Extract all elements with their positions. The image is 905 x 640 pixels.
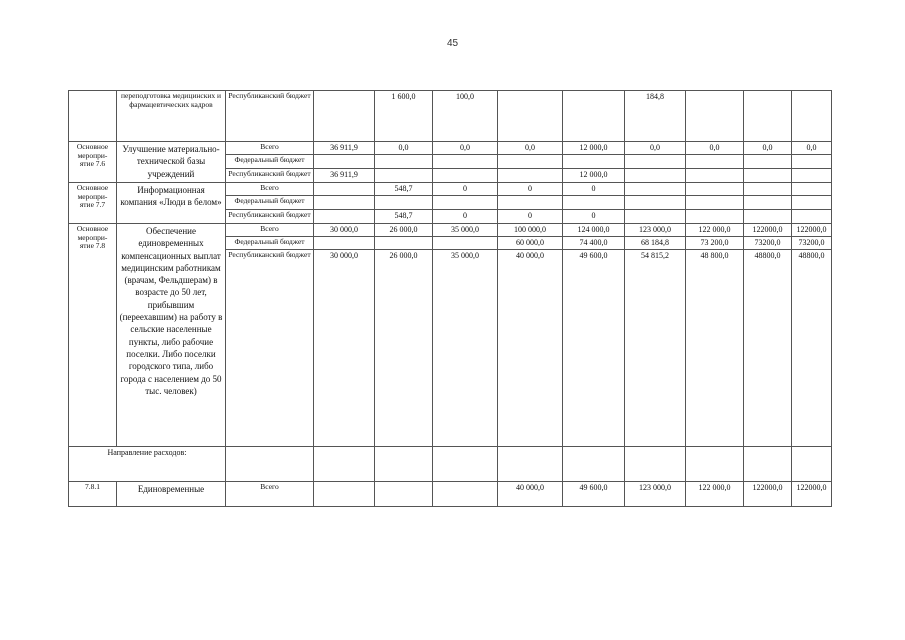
measure-name: Обеспечение единовременных компенсационных выплат медицинским работникам (врачам, Фельдшерам) в возрасте до 50 лет, прибывшим (переехавшим) на работу в сельские населенные пункты, либо рабочие поселки. Либо поселки городского типа, либо города с населением до 50 тыс. человек) — [117, 224, 226, 447]
value-cell — [314, 447, 375, 482]
value-cell: 40 000,0 — [498, 482, 563, 507]
value-cell: 35 000,0 — [433, 250, 498, 447]
value-cell — [625, 196, 686, 210]
value-cell — [433, 482, 498, 507]
source-cell: Республиканский бюджет — [226, 210, 314, 224]
value-cell — [314, 482, 375, 507]
value-cell — [498, 169, 563, 183]
value-cell — [792, 169, 832, 183]
value-cell: 30 000,0 — [314, 250, 375, 447]
value-cell — [563, 155, 625, 169]
value-cell: 122000,0 — [792, 482, 832, 507]
value-cell: 49 600,0 — [563, 482, 625, 507]
value-cell: 48800,0 — [744, 250, 792, 447]
value-cell: 0,0 — [433, 142, 498, 155]
source-cell — [226, 447, 314, 482]
value-cell: 0,0 — [625, 142, 686, 155]
value-cell — [375, 447, 433, 482]
value-cell: 36 911,9 — [314, 142, 375, 155]
source-cell: Федеральный бюджет — [226, 196, 314, 210]
value-cell: 124 000,0 — [563, 224, 625, 237]
value-cell — [498, 91, 563, 142]
value-cell: 122 000,0 — [686, 224, 744, 237]
value-cell: 122 000,0 — [686, 482, 744, 507]
value-cell: 48 800,0 — [686, 250, 744, 447]
value-cell — [792, 183, 832, 196]
value-cell — [563, 196, 625, 210]
value-cell: 40 000,0 — [498, 250, 563, 447]
value-cell: 49 600,0 — [563, 250, 625, 447]
value-cell: 122000,0 — [792, 224, 832, 237]
measure-name: переподготовка медицинских и фармацевтических кадров — [117, 91, 226, 142]
value-cell: 122000,0 — [744, 482, 792, 507]
value-cell: 48800,0 — [792, 250, 832, 447]
table-row — [69, 183, 832, 196]
value-cell — [314, 155, 375, 169]
value-cell — [433, 196, 498, 210]
value-cell: 0,0 — [792, 142, 832, 155]
value-cell: 123 000,0 — [625, 224, 686, 237]
value-cell — [744, 155, 792, 169]
value-cell — [744, 183, 792, 196]
value-cell — [563, 91, 625, 142]
value-cell — [744, 169, 792, 183]
page-number: 45 — [446, 38, 459, 49]
value-cell: 12 000,0 — [563, 142, 625, 155]
value-cell: 123 000,0 — [625, 482, 686, 507]
value-cell: 0,0 — [498, 142, 563, 155]
value-cell: 36 911,9 — [314, 169, 375, 183]
value-cell: 68 184,8 — [625, 237, 686, 250]
value-cell — [625, 183, 686, 196]
value-cell — [314, 91, 375, 142]
value-cell — [792, 155, 832, 169]
budget-table — [68, 90, 832, 507]
value-cell: 0 — [498, 210, 563, 224]
value-cell — [625, 210, 686, 224]
value-cell — [744, 196, 792, 210]
source-cell: Всего — [226, 183, 314, 196]
value-cell: 0 — [563, 183, 625, 196]
value-cell — [744, 447, 792, 482]
table-row — [69, 447, 832, 482]
value-cell — [375, 155, 433, 169]
value-cell: 184,8 — [625, 91, 686, 142]
value-cell: 26 000,0 — [375, 250, 433, 447]
value-cell: 0 — [433, 210, 498, 224]
value-cell: 0 — [433, 183, 498, 196]
value-cell — [314, 237, 375, 250]
value-cell: 30 000,0 — [314, 224, 375, 237]
table-row — [69, 482, 832, 507]
value-cell: 0,0 — [686, 142, 744, 155]
direction-label: Направление расходов: — [69, 447, 226, 482]
value-cell — [433, 169, 498, 183]
value-cell — [498, 196, 563, 210]
value-cell: 73 200,0 — [686, 237, 744, 250]
value-cell — [375, 482, 433, 507]
measure-code: 7.8.1 — [69, 482, 117, 507]
source-cell: Всего — [226, 224, 314, 237]
measure-name: Улучшение материально-технической базы учреждений — [117, 142, 226, 183]
value-cell: 60 000,0 — [498, 237, 563, 250]
table-row — [69, 142, 832, 155]
value-cell — [686, 196, 744, 210]
source-cell: Всего — [226, 142, 314, 155]
value-cell — [625, 447, 686, 482]
measure-code: Основное меропри-ятие 7.7 — [69, 183, 117, 224]
value-cell — [314, 196, 375, 210]
table-row — [69, 224, 832, 237]
value-cell — [744, 210, 792, 224]
value-cell — [686, 91, 744, 142]
measure-code: Основное меропри-ятие 7.6 — [69, 142, 117, 183]
value-cell: 122000,0 — [744, 224, 792, 237]
value-cell — [375, 196, 433, 210]
value-cell: 1 600,0 — [375, 91, 433, 142]
value-cell: 0,0 — [744, 142, 792, 155]
value-cell: 35 000,0 — [433, 224, 498, 237]
value-cell — [375, 169, 433, 183]
value-cell: 0 — [563, 210, 625, 224]
value-cell — [686, 447, 744, 482]
value-cell — [498, 447, 563, 482]
measure-code: Основное меропри-ятие 7.8 — [69, 224, 117, 447]
value-cell: 73200,0 — [792, 237, 832, 250]
value-cell — [314, 210, 375, 224]
value-cell — [625, 169, 686, 183]
value-cell — [792, 210, 832, 224]
value-cell — [433, 155, 498, 169]
value-cell: 548,7 — [375, 183, 433, 196]
value-cell: 54 815,2 — [625, 250, 686, 447]
value-cell — [625, 155, 686, 169]
value-cell — [686, 210, 744, 224]
value-cell — [686, 169, 744, 183]
value-cell — [375, 237, 433, 250]
value-cell — [498, 155, 563, 169]
value-cell — [563, 447, 625, 482]
code-cell — [69, 91, 117, 142]
source-cell: Республиканский бюджет — [226, 250, 314, 447]
table-row — [69, 91, 832, 142]
measure-name: Единовременные — [117, 482, 226, 507]
source-cell: Республиканский бюджет — [226, 169, 314, 183]
value-cell — [686, 155, 744, 169]
source-cell: Федеральный бюджет — [226, 155, 314, 169]
measure-name: Информационная компания «Люди в белом» — [117, 183, 226, 224]
value-cell — [314, 183, 375, 196]
value-cell — [792, 196, 832, 210]
value-cell: 0,0 — [375, 142, 433, 155]
value-cell — [433, 237, 498, 250]
value-cell: 74 400,0 — [563, 237, 625, 250]
value-cell: 548,7 — [375, 210, 433, 224]
value-cell — [792, 91, 832, 142]
value-cell: 100 000,0 — [498, 224, 563, 237]
value-cell: 100,0 — [433, 91, 498, 142]
value-cell — [686, 183, 744, 196]
value-cell: 73200,0 — [744, 237, 792, 250]
source-cell: Федеральный бюджет — [226, 237, 314, 250]
value-cell: 0 — [498, 183, 563, 196]
source-cell: Республиканский бюджет — [226, 91, 314, 142]
source-cell: Всего — [226, 482, 314, 507]
value-cell: 26 000,0 — [375, 224, 433, 237]
value-cell — [792, 447, 832, 482]
value-cell: 12 000,0 — [563, 169, 625, 183]
value-cell — [433, 447, 498, 482]
value-cell — [744, 91, 792, 142]
